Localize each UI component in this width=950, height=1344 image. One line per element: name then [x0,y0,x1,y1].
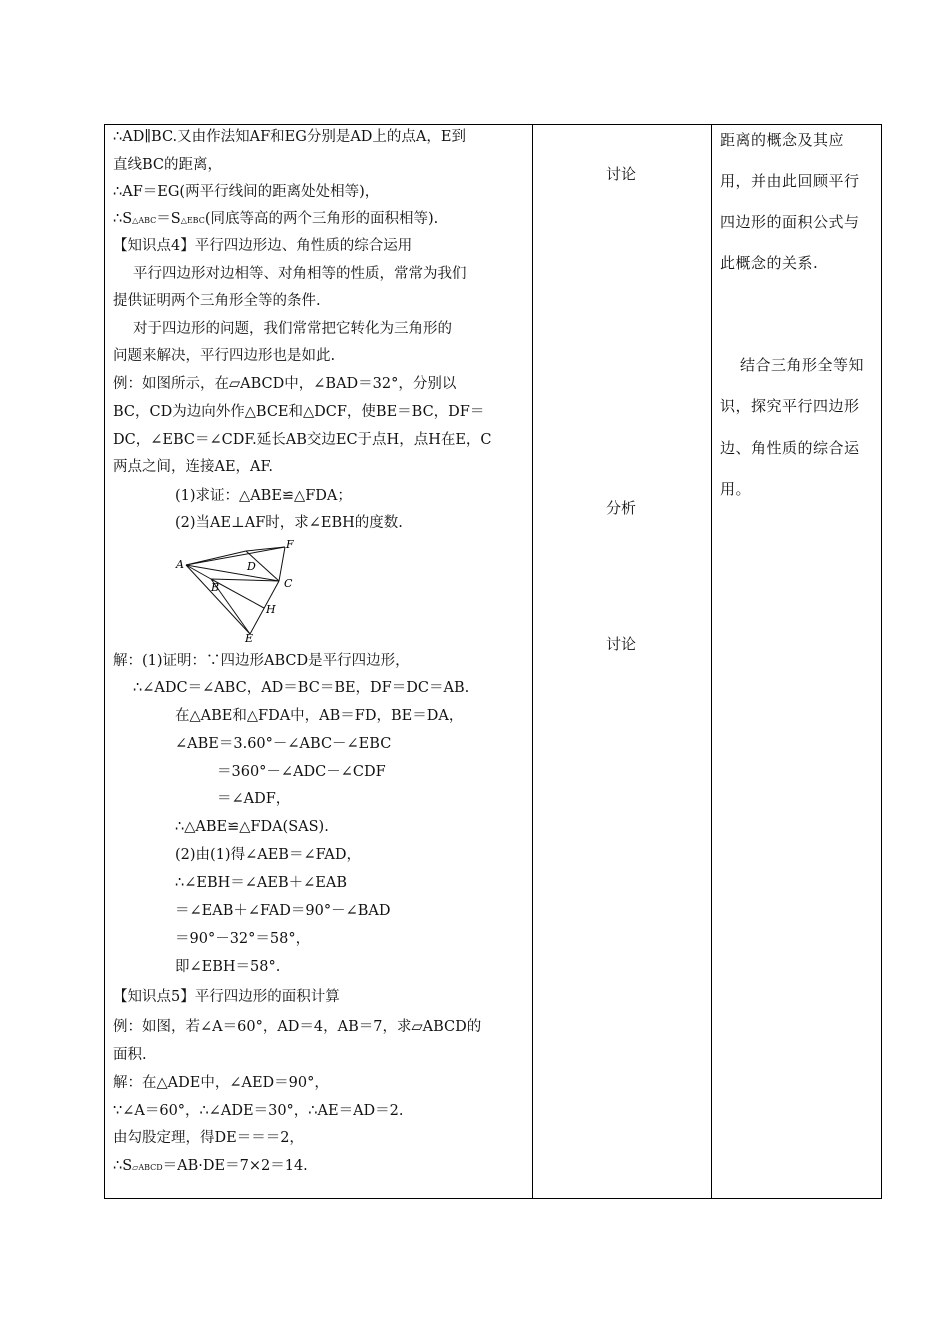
activity-label: 讨论 [605,635,636,653]
knowledge-point-4-heading: 【知识点4】平行四边形边、角性质的综合运用 [113,238,413,254]
text-line: 即∠EBH＝58°. [175,959,281,975]
text-line: 例：如图所示，在▱ABCD中，∠BAD＝32°，分别以 [113,376,457,392]
text-line: ∴S△ABC＝S△EBC(同底等高的两个三角形的面积相等). [113,211,439,227]
intent-line: 距离的概念及其应 [720,131,845,149]
text-line: ∠ABE＝3.60°－∠ABC－∠EBC [175,736,392,752]
intent-line: 此概念的关系. [720,254,819,272]
text-line: 两点之间，连接AE，AF. [113,459,273,475]
text-line: 对于四边形的问题，我们常常把它转化为三角形的 [133,321,452,337]
text-line: 由勾股定理，得DE＝＝＝2， [113,1130,304,1146]
activity-label: 讨论 [605,165,636,183]
label-F: F [286,539,294,551]
text-line: 例：如图，若∠A＝60°，AD＝4，AB＝7，求▱ABCD的 [113,1019,482,1035]
text-line: ＝360°－∠ADC－∠CDF [217,764,386,780]
text-line: ∴AF＝EG(两平行线间的距离处处相等)， [113,184,380,200]
text-line: 平行四边形对边相等、对角相等的性质，常常为我们 [133,266,467,282]
intent-line: 识，探究平行四边形 [720,397,860,415]
text-line: 直线BC的距离， [113,157,223,173]
text-line: BC，CD为边向外作△BCE和△DCF，使BE＝BC，DF＝ [113,404,485,420]
segment-AE [186,565,250,634]
text-line: ∵∠A＝60°，∴∠ADE＝30°，∴AE＝AD＝2. [113,1103,404,1119]
text-line: ∴S▱ABCD＝AB·DE＝7×2＝14. [113,1158,308,1174]
text-line: 解：在△ADE中，∠AED＝90°， [113,1075,329,1091]
text-line: (2)当AE⊥AF时，求∠EBH的度数. [175,515,403,531]
lesson-table [104,124,882,1199]
text-line: 问题来解决，平行四边形也是如此. [113,348,336,364]
text-line: ＝∠EAB＋∠FAD＝90°－∠BAD [175,903,391,919]
intent-line: 边、角性质的综合运 [720,439,860,457]
text-line: DC，∠EBC＝∠CDF.延长AB交边EC于点H，点H在E，C [113,432,492,448]
label-H: H [266,603,276,616]
intent-line: 用。 [720,480,752,498]
segment-FC [279,547,285,581]
text-line: ∴AD∥BC.又由作法知AF和EG分别是AD上的点A，E到 [113,129,466,145]
label-D: D [247,560,256,573]
column-divider [711,125,712,1198]
parallelogram-figure [173,539,303,643]
activity-label: 分析 [605,499,636,517]
label-E: E [245,632,254,643]
text-line: ＝∠ADF， [217,791,291,807]
segment-AD [186,551,246,565]
text-line: (1)求证：△ABE≌△FDA； [175,488,352,504]
intent-line: 用，并由此回顾平行 [720,172,860,190]
text-line: ∴△ABE≌△FDA(SAS). [175,819,329,835]
text-line: 在△ABE和△FDA中，AB＝FD，BE＝DA， [175,708,464,724]
intent-line: 四边形的面积公式与 [720,213,860,231]
text-line: ∴∠ADC＝∠ABC，AD＝BC＝BE，DF＝DC＝AB. [133,680,470,696]
text-line: (2)由(1)得∠AEB＝∠FAD， [175,847,361,863]
text-line: 提供证明两个三角形全等的条件. [113,293,321,309]
label-B: B [211,581,220,594]
column-divider [532,125,533,1198]
segment-AF [186,547,285,565]
knowledge-point-5-heading: 【知识点5】平行四边形的面积计算 [113,989,340,1005]
label-A: A [176,558,184,571]
text-line: ∴∠EBH＝∠AEB＋∠EAB [175,875,347,891]
label-C: C [284,577,293,590]
text-line: ＝90°－32°＝58°， [175,931,311,947]
text-line: 面积. [113,1047,147,1063]
intent-line: 结合三角形全等知 [740,356,865,374]
text-line: 解：(1)证明：∵四边形ABCD是平行四边形， [113,653,410,669]
